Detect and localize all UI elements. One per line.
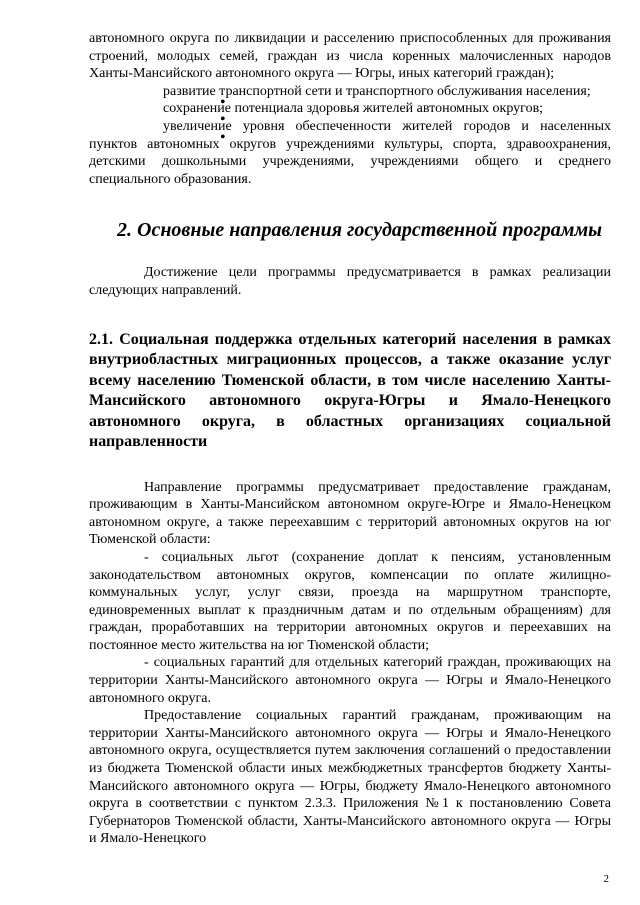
subsection-title: 2.1. Социальная поддержка отдельных категорий населения в рамках внутриобластных миграционных процессов, а также оказание услуг всему населению Тюменской области, в том числе населению Ханты-Мансийского автономного округа-Югры и Ямало-Ненецкого автономного округа, в областных организациях социальной направленности <box>89 330 611 451</box>
body-paragraph: - социальных льгот (сохранение доплат к пенсиям, установленным законодательством автономных округов, компенсации по оплате жилищно-коммунальных услуг, услуг связи, проезда на маршрутном транспорте, единовременных выплат к праздничным датам и по отдельным обращениям) для граждан, проработавших на территории автономных округов и переехавших на постоянное место жительства на юг Тюменской области; <box>89 549 611 653</box>
document-page <box>89 30 611 848</box>
body-paragraph: - социальных гарантий для отдельных категорий граждан, проживающих на территории Ханты-Мансийского автономного округа — Югры и Ямало-Ненецкого автономного округа. <box>89 655 611 706</box>
section-intro: Достижение цели программы предусматривается в рамках реализации следующих направлений. <box>89 265 611 298</box>
bullet-item: увеличение уровня обеспеченности жителей городов и населенных пунктов автономных округов учреждениями культуры, спорта, здравоохранения, детскими дошкольными учреждениями, учреждениями общего и среднего специального образования. <box>89 118 611 187</box>
continuation-paragraph: автономного округа по ликвидации и расселению приспособленных для проживания строений, молодых семей, граждан из числа коренных малочисленных народов Ханты-Мансийского автономного округа — Югры, иных категорий граждан); <box>89 31 611 82</box>
body-paragraph: Предоставление социальных гарантий гражданам, проживающим на территории Ханты-Мансийского автономного округа — Югры и Ямало-Ненецкого автономного округа, осуществляется путем заключения соглашений о предоставлении из бюджета Тюменской области иных межбюджетных трансфертов бюджету Ханты-Мансийского автономного округа — Югры, бюджету Ямало-Ненецкого автономного округа в соответствии с пунктом 2.3.3. Приложения №1 к постановлению Совета Губернаторов Тюменской области, Ханты-Мансийского автономного округа — Югры и Ямало-Ненецкого <box>89 708 611 847</box>
bullet-item: развитие транспортной сети и транспортного обслуживания населения; <box>163 83 591 99</box>
page-number: 2 <box>603 873 609 885</box>
section-title: 2. Основные направления государственной программы <box>117 219 603 242</box>
bullet-item: сохранение потенциала здоровья жителей автономных округов; <box>163 101 544 117</box>
body-paragraph: Направление программы предусматривает предоставление гражданам, проживающим в Ханты-Мансийском автономном округе-Югре и Ямало-Ненецком автономном округе, а также переехавшим с территорий автономных округов на юг Тюменской области: <box>89 479 611 548</box>
